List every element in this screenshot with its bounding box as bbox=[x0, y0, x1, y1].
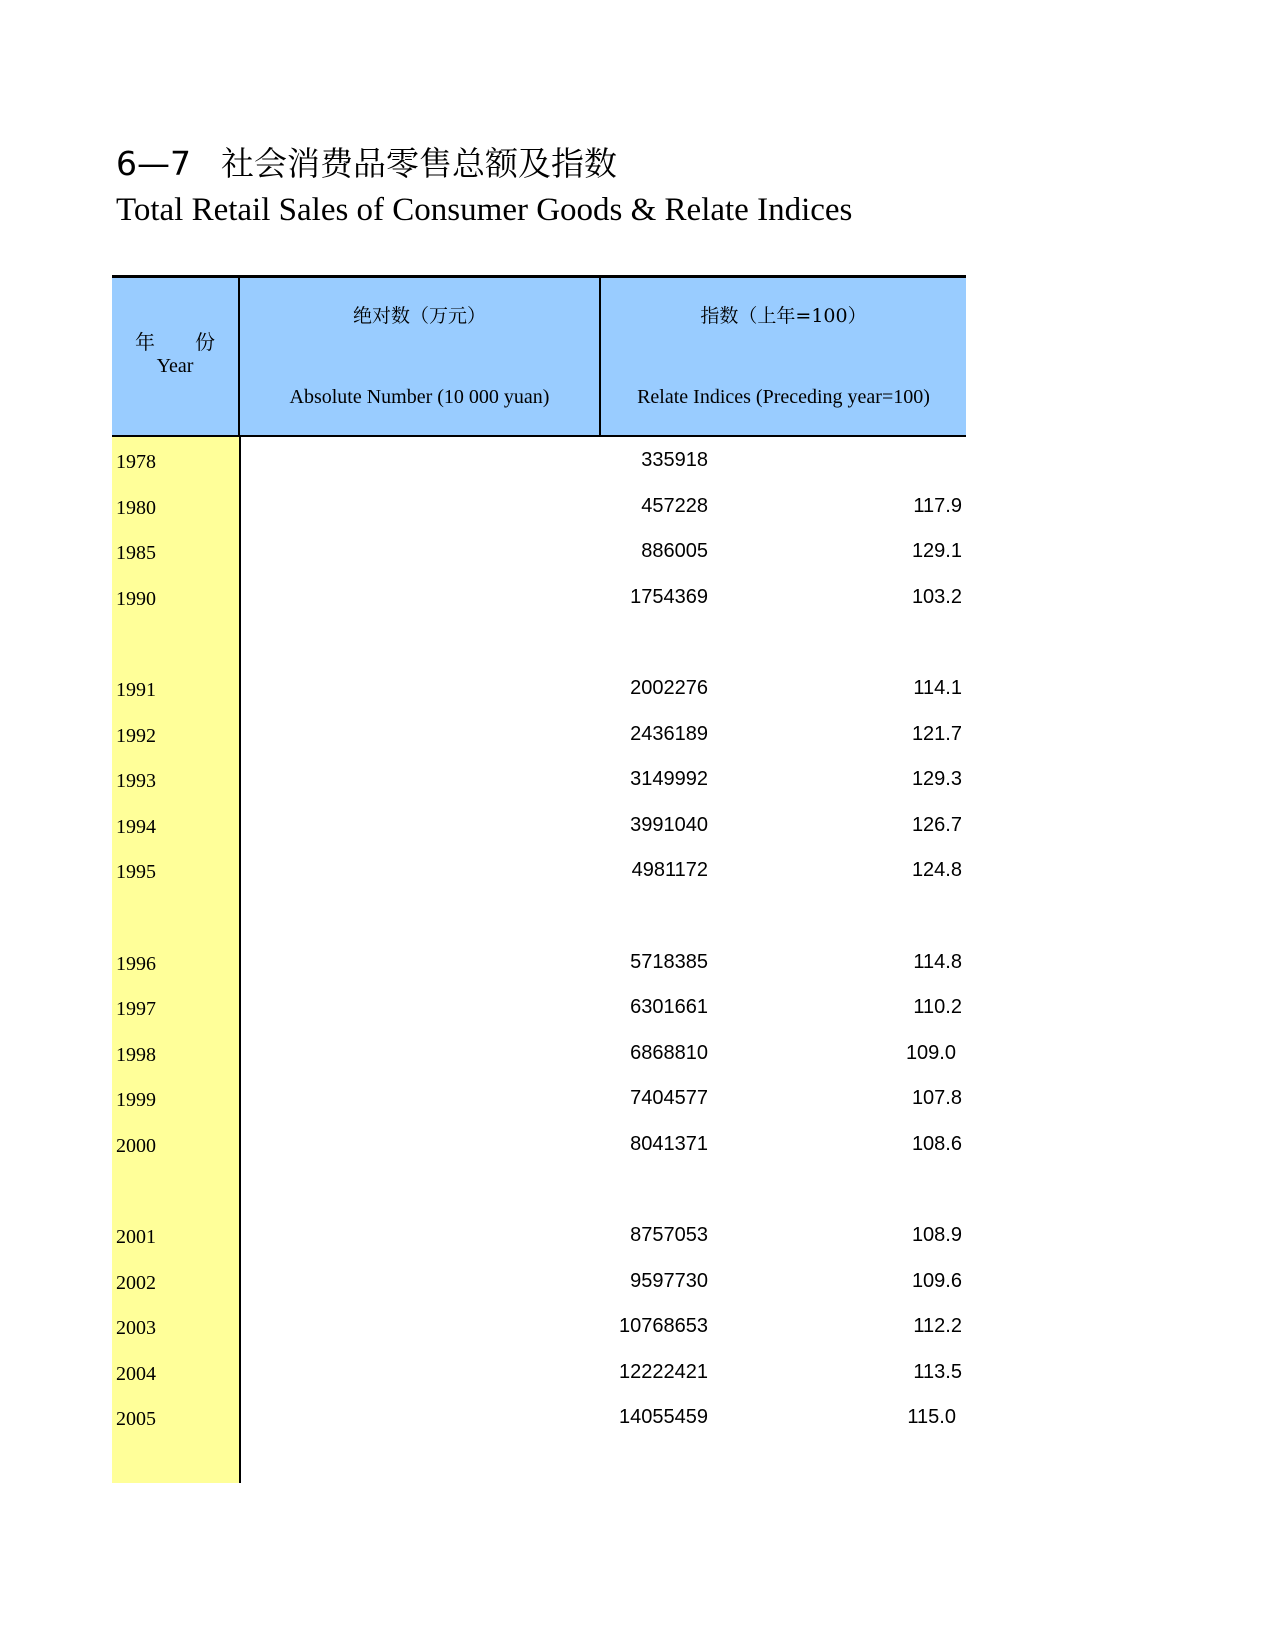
year-cell: 2001 bbox=[116, 1226, 156, 1249]
year-cell: 2000 bbox=[116, 1134, 156, 1157]
year-header bbox=[112, 332, 238, 378]
absolute-cell: 2436189 bbox=[630, 722, 708, 745]
absolute-cell: 6301661 bbox=[630, 996, 708, 1019]
table-row bbox=[112, 437, 966, 483]
year-cell: 2002 bbox=[116, 1271, 156, 1294]
year-cell: 1996 bbox=[116, 952, 156, 975]
table-row bbox=[112, 1075, 966, 1121]
table-row bbox=[112, 1258, 966, 1304]
absolute-cell: 1754369 bbox=[630, 585, 708, 608]
table-row bbox=[112, 802, 966, 848]
absolute-cell: 2002276 bbox=[630, 676, 708, 699]
index-cell: 108.9 bbox=[911, 1224, 962, 1247]
table-row bbox=[112, 574, 966, 620]
absolute-header-cn: 绝对数（万元） bbox=[352, 305, 486, 327]
year-cell: 1990 bbox=[116, 587, 156, 610]
header-divider bbox=[238, 278, 240, 435]
index-cell: 114.8 bbox=[913, 950, 962, 973]
table-row bbox=[112, 483, 966, 529]
year-cell: 1995 bbox=[116, 861, 156, 884]
index-cell: 129.3 bbox=[911, 768, 962, 791]
year-header-en: Year bbox=[156, 355, 194, 377]
absolute-cell: 886005 bbox=[641, 540, 708, 563]
year-cell: 1993 bbox=[116, 770, 156, 793]
year-cell: 2003 bbox=[116, 1317, 156, 1340]
table-row bbox=[112, 528, 966, 574]
page-title-english: Total Retail Sales of Consumer Goods & Relate Indices bbox=[116, 192, 853, 228]
index-header-en: Relate Indices (Preceding year=100) bbox=[637, 386, 930, 408]
spacer-row bbox=[112, 893, 966, 939]
year-cell: 1991 bbox=[116, 678, 156, 701]
index-cell: 126.7 bbox=[911, 813, 962, 836]
index-cell: 117.9 bbox=[913, 494, 962, 517]
table-row bbox=[112, 1212, 966, 1258]
table-row bbox=[112, 939, 966, 985]
absolute-header-en: Absolute Number (10 000 yuan) bbox=[289, 386, 550, 408]
absolute-cell: 3991040 bbox=[630, 813, 708, 836]
index-cell: 103.2 bbox=[911, 585, 962, 608]
index-cell: 110.2 bbox=[913, 996, 962, 1019]
year-header-cn: 年 份 bbox=[135, 332, 215, 354]
year-cell: 1999 bbox=[116, 1089, 156, 1112]
year-cell: 1985 bbox=[116, 542, 156, 565]
index-header-cn: 指数（上年=100） bbox=[700, 305, 867, 327]
absolute-cell: 5718385 bbox=[630, 950, 708, 973]
absolute-cell: 3149992 bbox=[630, 768, 708, 791]
table-header bbox=[112, 275, 966, 437]
table-row bbox=[112, 1394, 966, 1440]
year-cell: 2004 bbox=[116, 1362, 156, 1385]
table-number: 6—7 bbox=[116, 144, 191, 183]
index-cell: 124.8 bbox=[911, 859, 962, 882]
absolute-cell: 12222421 bbox=[619, 1360, 708, 1383]
index-cell: 114.1 bbox=[913, 676, 962, 699]
index-cell: 115.0 bbox=[907, 1406, 956, 1429]
absolute-cell: 6868810 bbox=[630, 1041, 708, 1064]
absolute-cell: 457228 bbox=[641, 494, 708, 517]
header-divider bbox=[599, 278, 601, 435]
table-row bbox=[112, 711, 966, 757]
table-row bbox=[112, 1121, 966, 1167]
year-cell: 1994 bbox=[116, 815, 156, 838]
year-cell: 1980 bbox=[116, 496, 156, 519]
index-cell: 107.8 bbox=[911, 1087, 962, 1110]
absolute-cell: 8041371 bbox=[630, 1132, 708, 1155]
absolute-cell: 4981172 bbox=[631, 859, 708, 882]
spacer-row bbox=[112, 1167, 966, 1213]
title-cn-text: 社会消费品零售总额及指数 bbox=[221, 144, 617, 183]
index-cell: 121.7 bbox=[911, 722, 962, 745]
year-cell: 1997 bbox=[116, 998, 156, 1021]
table-row bbox=[112, 1303, 966, 1349]
table-row bbox=[112, 984, 966, 1030]
absolute-cell: 335918 bbox=[641, 449, 708, 471]
absolute-cell: 7404577 bbox=[630, 1087, 708, 1110]
year-cell: 2005 bbox=[116, 1408, 156, 1431]
table-row bbox=[112, 665, 966, 711]
absolute-cell: 10768653 bbox=[619, 1315, 708, 1338]
index-cell: 109.0 bbox=[905, 1041, 956, 1064]
page-title-chinese bbox=[116, 144, 617, 184]
table-row bbox=[112, 1349, 966, 1395]
index-cell: 108.6 bbox=[911, 1132, 962, 1155]
year-cell: 1992 bbox=[116, 724, 156, 747]
index-cell: 109.6 bbox=[911, 1269, 962, 1292]
absolute-cell: 8757053 bbox=[630, 1224, 708, 1247]
table-row bbox=[112, 1030, 966, 1076]
table-row bbox=[112, 756, 966, 802]
index-cell: 129.1 bbox=[911, 540, 962, 563]
absolute-cell: 9597730 bbox=[630, 1269, 708, 1292]
index-cell: 113.5 bbox=[913, 1360, 962, 1383]
index-cell: 112.2 bbox=[913, 1315, 962, 1338]
spacer-row bbox=[112, 619, 966, 665]
absolute-cell: 14055459 bbox=[619, 1406, 708, 1429]
year-cell: 1978 bbox=[116, 451, 156, 473]
table-body bbox=[112, 437, 966, 1440]
table-row bbox=[112, 847, 966, 893]
year-cell: 1998 bbox=[116, 1043, 156, 1066]
